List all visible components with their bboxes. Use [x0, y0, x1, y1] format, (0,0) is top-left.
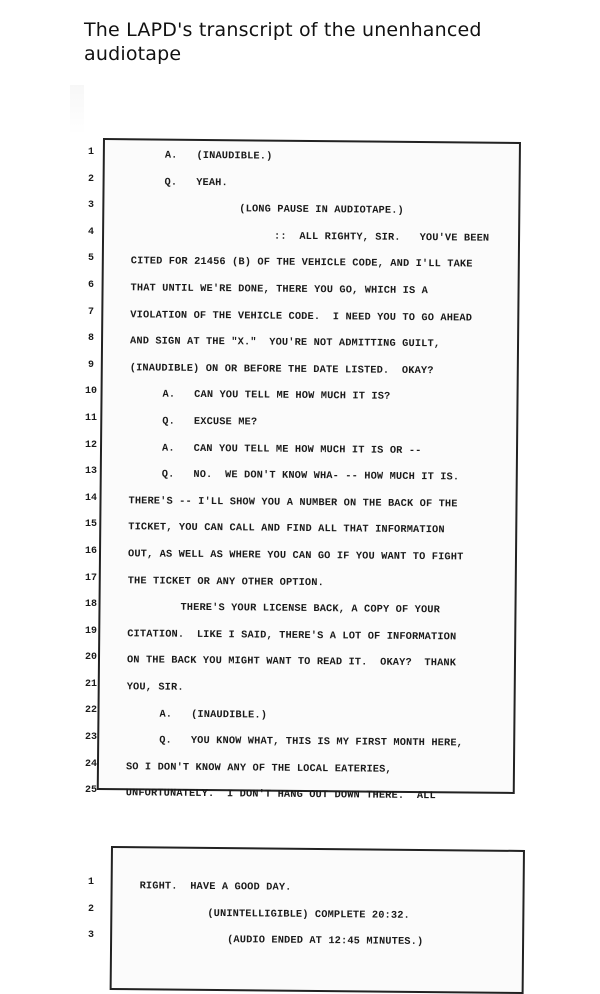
line-number: 23 — [84, 732, 97, 744]
transcript-line: (LONG PAUSE IN AUDIOTAPE.) — [239, 203, 404, 218]
transcript-line: (AUDIO ENDED AT 12:45 MINUTES.) — [227, 934, 424, 949]
line-number: 19 — [84, 625, 97, 637]
line-number: 17 — [84, 572, 97, 584]
line-number: 1 — [87, 147, 94, 158]
transcript-line: Q. EXCUSE ME? — [162, 415, 258, 429]
line-number: 9 — [87, 359, 94, 371]
line-number: 15 — [84, 519, 97, 531]
page2-line-numbers — [76, 870, 106, 950]
transcript-line: CITATION. LIKE I SAID, THERE'S A LOT OF INFORMATION — [127, 628, 457, 644]
line-number: 8 — [87, 333, 94, 345]
transcript-line: (INAUDIBLE) ON OR BEFORE THE DATE LISTED. OKAY? — [129, 362, 434, 377]
transcript-line: AND SIGN AT THE "X." YOU'RE NOT ADMITTING GUILT, — [129, 335, 441, 351]
line-number: 12 — [84, 439, 97, 451]
line-number: 3 — [87, 200, 94, 212]
line-number: 10 — [84, 386, 97, 398]
transcript-line: A. (INAUDIBLE.) — [159, 708, 268, 722]
transcript-line: YOU, SIR. — [126, 681, 184, 694]
page-title — [84, 18, 564, 66]
transcript-page-1 — [97, 138, 521, 803]
transcript-line: TICKET, YOU CAN CALL AND FIND ALL THAT INFORMATION — [128, 521, 445, 537]
line-number: 13 — [84, 466, 97, 478]
transcript-line: CITED FOR 21456 (B) OF THE VEHICLE CODE, AND I'LL TAKE — [130, 255, 473, 271]
transcript-line: THERE'S YOUR LICENSE BACK, A COPY OF YOUR — [180, 601, 441, 617]
transcript-line: OUT, AS WELL AS WHERE YOU CAN GO IF YOU WANT TO FIGHT — [127, 548, 464, 564]
transcript-line: Q. NO. WE DON'T KNOW WHA- -- HOW MUCH IT IS. — [161, 468, 460, 484]
line-number: 14 — [84, 492, 97, 504]
line-number: 2 — [87, 903, 94, 915]
line-number: 2 — [87, 173, 94, 185]
scan-smudge — [70, 85, 84, 135]
title-line-1: The LAPD's transcript of the unenhanced — [84, 19, 482, 41]
transcript-line: RIGHT. HAVE A GOOD DAY. — [139, 880, 292, 894]
line-number: 20 — [84, 652, 97, 664]
line-number: 5 — [87, 253, 94, 265]
transcript-line: THERE'S -- I'LL SHOW YOU A NUMBER ON THE BACK OF THE — [128, 495, 458, 511]
line-number: 3 — [87, 930, 94, 942]
line-number: 11 — [84, 412, 97, 424]
transcript-line: A. CAN YOU TELL ME HOW MUCH IT IS? — [162, 388, 391, 404]
page1-lines — [105, 140, 519, 803]
transcript-line: ON THE BACK YOU MIGHT WANT TO READ IT. OKAY? THANK — [126, 654, 457, 670]
line-number: 7 — [87, 306, 94, 318]
transcript-line: THE TICKET OR ANY OTHER OPTION. — [127, 574, 325, 589]
transcript-line: Q. YEAH. — [164, 176, 228, 189]
line-number: 25 — [84, 785, 97, 797]
transcript-line: SO I DON'T KNOW ANY OF THE LOCAL EATERIES, — [125, 761, 392, 776]
transcript-line: UNFORTUNATELY. I DON'T HANG OUT DOWN THERE. ALL — [125, 787, 436, 803]
line-number: 22 — [84, 705, 97, 717]
page2-lines — [113, 848, 523, 949]
transcript-line: Q. YOU KNOW WHAT, THIS IS MY FIRST MONTH HERE, — [159, 734, 464, 750]
transcript-line: VIOLATION OF THE VEHICLE CODE. I NEED YOU TO GO AHEAD — [130, 308, 473, 325]
line-number: 16 — [84, 545, 97, 557]
line-number: 6 — [87, 279, 94, 291]
line-number: 1 — [87, 877, 94, 888]
transcript-line: A. CAN YOU TELL ME HOW MUCH IT IS OR -- — [161, 442, 422, 457]
transcript-line: (UNINTELLIGIBLE) COMPLETE 20:32. — [207, 907, 410, 922]
transcript-line: THAT UNTIL WE'RE DONE, THERE YOU GO, WHICH IS A — [130, 282, 429, 298]
transcript-page-2 — [110, 846, 525, 994]
line-number: 4 — [87, 226, 94, 238]
transcript-line: A. (INAUDIBLE.) — [164, 149, 273, 163]
title-line-2: audiotape — [84, 43, 182, 65]
transcript-line: :: ALL RIGHTY, SIR. YOU'VE BEEN — [274, 230, 490, 245]
line-number: 21 — [84, 678, 97, 690]
line-number: 18 — [84, 599, 97, 611]
line-number: 24 — [84, 758, 97, 770]
